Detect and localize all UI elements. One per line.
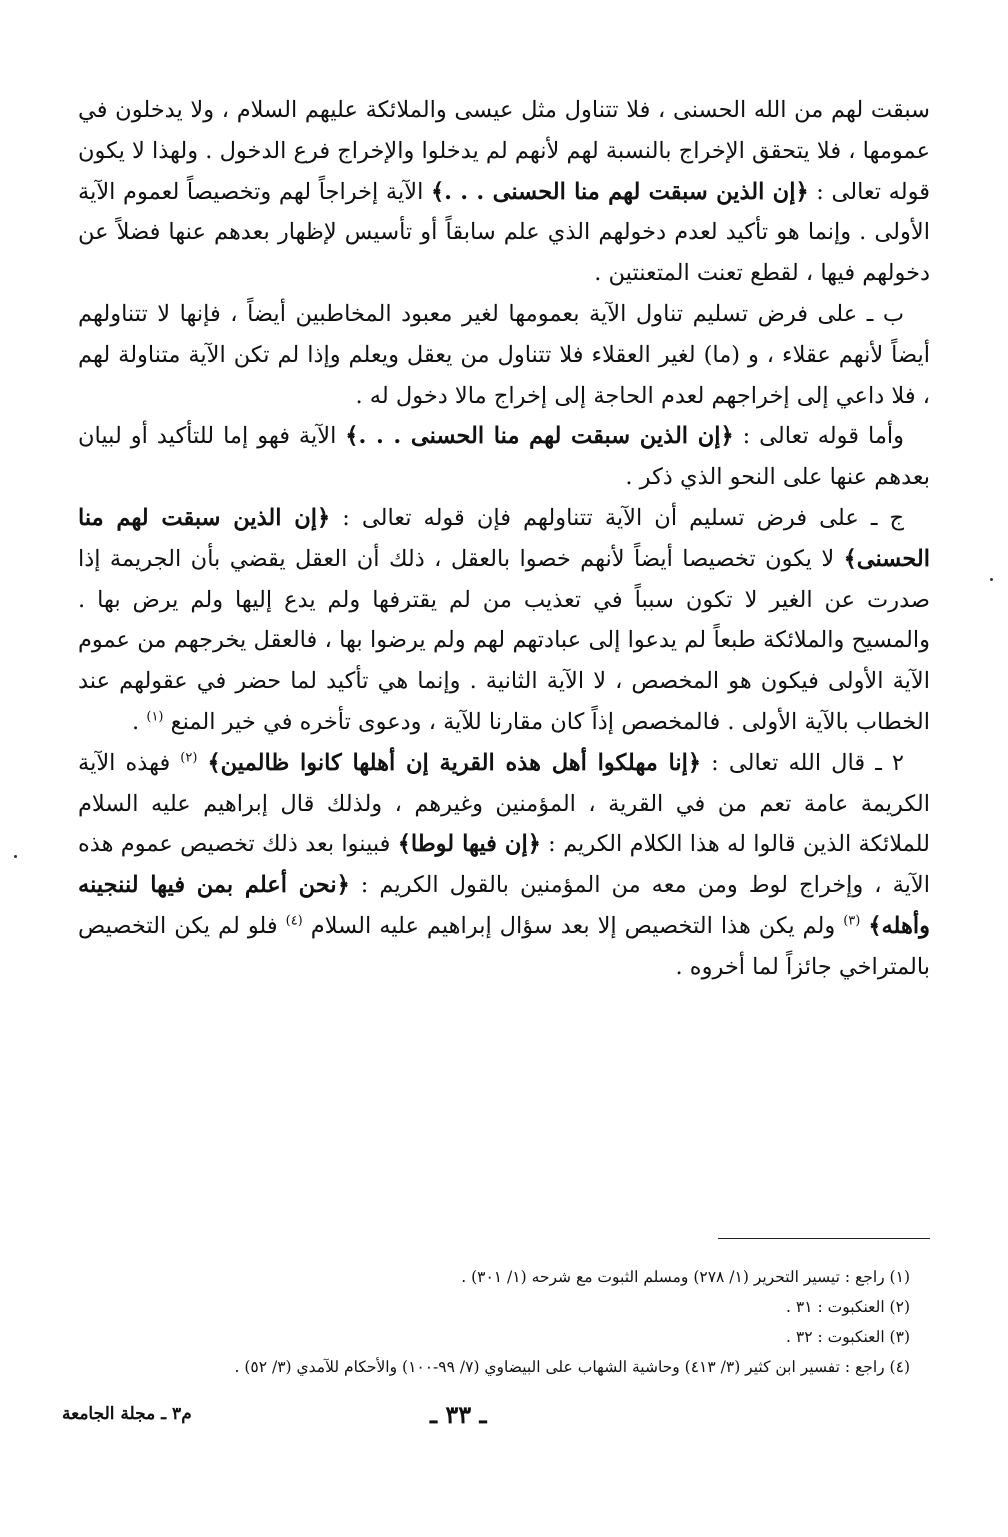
body-text	[78, 90, 930, 988]
footnote-ref: (٢)	[180, 750, 198, 766]
quran-quote: ﴿إن الذين سبقت لهم منا الحسنى . . .﴾	[345, 423, 734, 450]
text-run: ب ـ على فرض تسليم تناول الآية بعمومها لغير معبود المخاطبين أيضاً ، فإنها لا تتناولهم أيضاً لأنهم عقلاء ، و (ما) لغير العقلاء فلا تتناول من يعقل ويعلم وإذا لم تكن الآية متناولة لهم ، فلا داعي إلى إخراجهم لعدم الحاجة إلى إخراج مالا دخول له .	[78, 300, 930, 409]
text-run: ولم يكن هذا التخصيص إلا بعد سؤال إبراهيم عليه السلام	[302, 912, 844, 939]
paragraph	[78, 743, 930, 988]
quran-quote: ﴿إن فيها لوطا﴾	[397, 831, 541, 858]
text-run: الآية إخراجاً لهم وتخصيصاً لعموم الآية الأولى . وإنما هو تأكيد لعدم دخولهم الذي علم سابقاً أو تأسيس لإظهار بعدهم عنها فضلاً عن دخولهم فيها ، لقطع تعنت المتعنتين .	[78, 178, 930, 287]
text-run: لا يكون تخصيصا أيضاً لأنهم خصوا بالعقل ، ذلك أن العقل يقضي بأن الجريمة إذا صدرت عن الغير لا تكون سبباً في تعذيب من لم يقترفها ولم يدع إليها ولم يرض بها . والمسيح والملائكة طبعاً لم يدعوا إلى عبادتهم لهم ولم يرضوا بها ، فالعقل يخرجهم من عموم الآية الأولى فيكون هو المخصص ، لا الآية الثانية . وإنما هي تأكيد لما حضر في عقولهم عند الخطاب بالآية الأولى . فالمخصص إذاً كان مقارنا للآية ، ودعوى تأخره في خير المنع	[78, 545, 930, 735]
quran-quote: ﴿نحن أعلم بمن فيها لننجينه وأهله﴾	[78, 872, 930, 939]
text-run	[197, 750, 207, 776]
text-run: .	[132, 708, 147, 735]
footnote-ref: (٣)	[843, 913, 861, 929]
paragraph	[78, 294, 930, 416]
page-number: ـ ٣٣ ـ	[430, 1400, 487, 1429]
quran-quote: ﴿إنا مهلكوا أهل هذه القرية إن أهلها كانوا ظالمين﴾	[207, 749, 702, 776]
page-footer	[0, 1400, 1008, 1440]
footnote-ref: (١)	[146, 709, 164, 725]
paragraph	[78, 90, 930, 294]
text-run: الآية فهو إما للتأكيد أو لبيان بعدهم عنها على النحو الذي ذكر .	[78, 423, 930, 491]
text-run: سبقت لهم من الله الحسنى ، فلا تتناول مثل عيسى والملائكة عليهم السلام ، ولا يدخلون في عمومها ، فلا يتحقق الإخراج بالنسبة لهم لأنهم لم يدخلوا والإخراج فرع الدخول . ولهذا لا يكون قوله تعالى :	[78, 97, 930, 205]
edge-dot-right	[990, 578, 993, 581]
paragraph	[78, 416, 930, 498]
footnote-1: (١) راجع : تيسير التحرير (١/ ٢٧٨) ومسلم الثبوت مع شرحه (١/ ٣٠١) .	[461, 1268, 910, 1286]
footnotes	[80, 1262, 910, 1382]
footnote-2: (٢) العنكبوت : ٣١ .	[786, 1298, 910, 1316]
journal-label: م٣ ـ مجلة الجامعة	[62, 1404, 192, 1424]
footnote-ref: (٤)	[285, 913, 303, 929]
edge-dot-left	[14, 855, 17, 858]
text-run: ٢ ـ قال الله تعالى :	[701, 749, 904, 776]
text-run: فلو لم يكن التخصيص بالمتراخي جائزاً لما أخروه .	[78, 912, 930, 980]
footnote-divider	[718, 1238, 930, 1239]
quran-quote: ﴿إن الذين سبقت لهم منا الحسنى . . .﴾	[430, 178, 809, 205]
footnote-3: (٣) العنكبوت : ٣٢ .	[786, 1328, 910, 1346]
text-run: ج ـ على فرض تسليم أن الآية تتناولهم فإن قوله تعالى :	[330, 504, 904, 531]
paragraph	[78, 498, 930, 743]
quran-quote: ﴿إن الذين سبقت لهم منا الحسنى﴾	[78, 504, 930, 572]
footnote-4: (٤) راجع : تفسير ابن كثير (٣/ ٤١٣) وحاشية الشهاب على البيضاوي (٧/ ٩٩-١٠٠) والأحكام للآمدي (٣/ ٥٢) .	[234, 1358, 910, 1376]
text-run: وأما قوله تعالى :	[733, 423, 905, 450]
text-run: فهذه الآية الكريمة عامة تعم من في القرية ، المؤمنين وغيرهم ، ولذلك قال إبراهيم عليه السلام للملائكة الذين قالوا له هذا الكلام الكريم :	[78, 749, 930, 858]
text-run: فبينوا بعد ذلك تخصيص عموم هذه الآية ، وإخراج لوط ومن معه من المؤمنين بالقول الكريم :	[78, 831, 930, 899]
